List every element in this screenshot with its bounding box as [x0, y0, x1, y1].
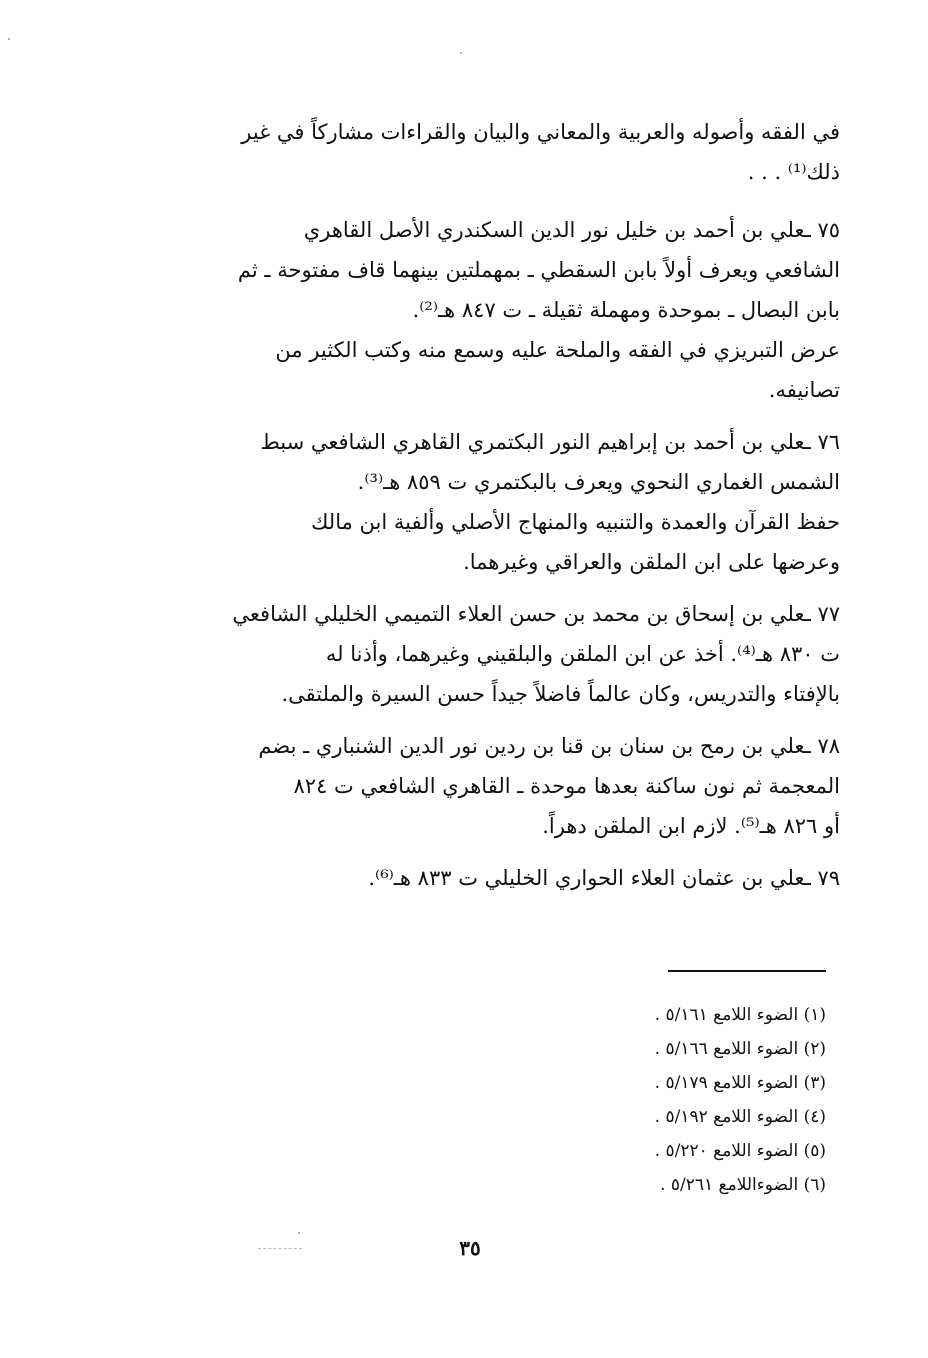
- scan-speck: [298, 1232, 300, 1234]
- biography-entry-78: [140, 726, 840, 846]
- entry-text-line: المعجمة ثم نون ساكنة بعدها موحدة ـ القاهري الشافعي ت ٨٢٤: [293, 774, 840, 798]
- entry-number: ٧٨ ـ: [804, 734, 840, 758]
- biography-entry-79: [140, 858, 840, 898]
- footnote-item: (٤) الضوء اللامع ٥/١٩٢ .: [654, 1107, 826, 1127]
- footnote-item: (١) الضوء اللامع ٥/١٦١ .: [654, 1005, 826, 1025]
- entry-first-line: [140, 858, 840, 898]
- entry-text-line: علي بن عثمان العلاء الحواري الخليلي ت ٨٣٣ هـ⁽⁶⁾.: [368, 866, 805, 890]
- footnote-separator: [668, 970, 826, 972]
- entry-number: ٧٥ ـ: [804, 218, 840, 242]
- page-number: ٣٥: [459, 1236, 481, 1260]
- entry-text-line: علي بن أحمد بن خليل نور الدين السكندري الأصل القاهري: [303, 218, 805, 242]
- footnotes: [426, 998, 826, 1202]
- entry-number: ٧٩ ـ: [804, 866, 840, 890]
- entry-text-line: وعرضها على ابن الملقن والعراقي وغيرهما.: [463, 550, 840, 574]
- scan-speck: [460, 52, 462, 54]
- footnote-item: (٥) الضوء اللامع ٥/٢٢٠ .: [654, 1141, 826, 1161]
- intro-paragraph: [140, 112, 840, 192]
- entry-text-line: بابن البصال ـ بموحدة ومهملة ثقيلة ـ ت ٨٤٧ هـ⁽²⁾.: [412, 298, 840, 322]
- entry-number: ٧٦ ـ: [804, 430, 840, 454]
- entry-text-line: علي بن رمح بن سنان بن قنا بن ردين نور الدين الشنباري ـ بضم: [258, 734, 805, 758]
- spacer: [140, 846, 840, 858]
- entry-first-line: [140, 594, 840, 634]
- entry-first-line: [140, 726, 840, 766]
- scan-speck: [8, 38, 10, 40]
- entry-text-line: عرض التبريزي في الفقه والملحة عليه وسمع منه وكتب الكثير من: [275, 338, 840, 362]
- scan-mark: [258, 1248, 302, 1249]
- entry-text-line: حفظ القرآن والعمدة والتنبيه والمنهاج الأصلي وألفية ابن مالك: [311, 510, 840, 534]
- spacer: [140, 410, 840, 422]
- entry-text-line: الشمس الغماري النحوي ويعرف بالبكتمري ت ٨٥٩ هـ⁽³⁾.: [357, 470, 840, 494]
- spacer: [140, 582, 840, 594]
- main-text: [140, 112, 840, 898]
- biography-entry-75: [140, 210, 840, 410]
- footnote-item: (٦) الضوءاللامع ٥/٢٦١ .: [660, 1175, 826, 1195]
- entry-text-line: علي بن إسحاق بن محمد بن حسن العلاء التميمي الخليلي الشافعي: [232, 602, 805, 626]
- spacer: [140, 192, 840, 210]
- biography-entry-77: [140, 594, 840, 714]
- intro-line: في الفقه وأصوله والعربية والمعاني والبيان والقراءات مشاركاً في غير: [241, 120, 840, 144]
- entry-first-line: [140, 210, 840, 250]
- spacer: [140, 714, 840, 726]
- entry-text-line: ت ٨٣٠ هـ⁽⁴⁾. أخذ عن ابن الملقن والبلقيني وغيرهما، وأذنا له: [325, 642, 840, 666]
- entry-text-line: علي بن أحمد بن إبراهيم النور البكتمري القاهري الشافعي سبط: [260, 430, 805, 454]
- biography-entry-76: [140, 422, 840, 582]
- entry-text-line: أو ٨٢٦ هـ⁽⁵⁾. لازم ابن الملقن دهراً.: [542, 814, 840, 838]
- entry-number: ٧٧ ـ: [804, 602, 840, 626]
- entry-first-line: [140, 422, 840, 462]
- intro-line: ذلك⁽¹⁾ . . .: [747, 160, 840, 184]
- entry-text-line: بالإفتاء والتدريس، وكان عالماً فاضلاً جيداً حسن السيرة والملتقى.: [281, 682, 840, 706]
- footnote-item: (٢) الضوء اللامع ٥/١٦٦ .: [654, 1039, 826, 1059]
- entry-text-line: تصانيفه.: [768, 378, 840, 402]
- entry-text-line: الشافعي ويعرف أولاً بابن السقطي ـ بمهملتين بينهما قاف مفتوحة ـ ثم: [237, 258, 840, 282]
- footnote-item: (٣) الضوء اللامع ٥/١٧٩ .: [654, 1073, 826, 1093]
